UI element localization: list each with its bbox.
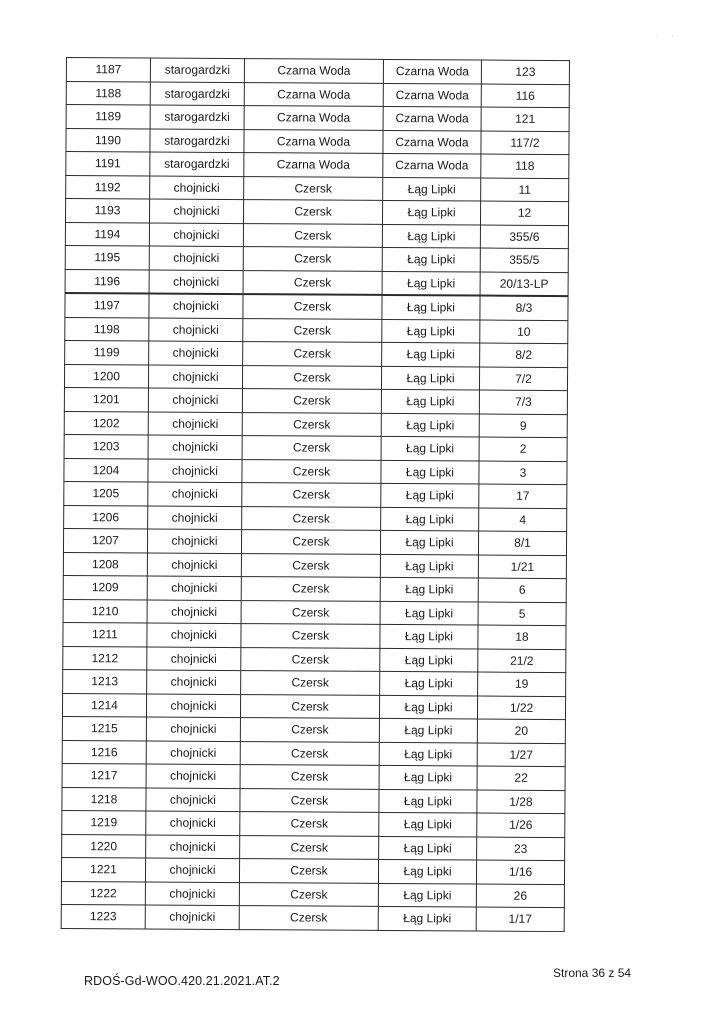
row-number-cell: 1208 <box>63 552 147 576</box>
county-cell: chojnicki <box>148 365 242 389</box>
county-cell: chojnicki <box>147 623 241 647</box>
commune-cell: Czersk <box>239 859 378 883</box>
parcel-cell: 26 <box>476 884 564 908</box>
parcel-cell: 1/27 <box>477 743 565 767</box>
commune-cell: Czarna Woda <box>244 153 383 177</box>
parcel-cell: 8/1 <box>478 531 566 555</box>
row-number-cell: 1194 <box>65 222 149 246</box>
row-number-cell: 1212 <box>63 646 147 670</box>
table-row <box>63 599 566 626</box>
parcel-cell: 1/22 <box>477 696 565 720</box>
table-row <box>62 787 565 814</box>
parcel-cell: 8/3 <box>480 296 568 321</box>
precinct-cell: Łąg Lipki <box>379 718 477 742</box>
county-cell: chojnicki <box>146 717 240 741</box>
parcel-table <box>61 57 570 932</box>
precinct-cell: Łąg Lipki <box>380 577 478 601</box>
row-number-cell: 1187 <box>66 58 150 82</box>
row-number-cell: 1204 <box>64 458 148 482</box>
precinct-cell: Łąg Lipki <box>378 883 476 907</box>
commune-cell: Czersk <box>242 365 381 389</box>
parcel-cell: 21/2 <box>478 649 566 673</box>
parcel-cell: 118 <box>481 154 569 178</box>
parcel-cell: 18 <box>478 625 566 649</box>
county-cell: chojnicki <box>148 435 242 459</box>
table-row <box>65 245 568 272</box>
row-number-cell: 1192 <box>66 175 150 199</box>
commune-cell: Czersk <box>242 389 381 413</box>
county-cell: chojnicki <box>146 764 240 788</box>
row-number-cell: 1193 <box>65 199 149 223</box>
county-cell: chojnicki <box>150 176 244 200</box>
commune-cell: Czersk <box>241 530 380 554</box>
table-row <box>62 740 565 767</box>
parcel-cell: 3 <box>479 461 567 485</box>
precinct-cell: Łąg Lipki <box>381 366 479 390</box>
county-cell: chojnicki <box>146 811 240 835</box>
county-cell: chojnicki <box>149 246 243 270</box>
commune-cell: Czersk <box>240 741 379 765</box>
parcel-cell: 2 <box>479 437 567 461</box>
row-number-cell: 1222 <box>61 881 145 905</box>
table-row <box>62 763 565 790</box>
parcel-cell: 1/21 <box>478 555 566 579</box>
county-cell: chojnicki <box>149 199 243 223</box>
commune-cell: Czersk <box>242 412 381 436</box>
table-row <box>66 58 569 85</box>
precinct-cell: Łąg Lipki <box>381 507 479 531</box>
parcel-cell: 23 <box>477 837 565 861</box>
county-cell: chojnicki <box>149 341 243 365</box>
precinct-cell: Łąg Lipki <box>383 177 481 201</box>
parcel-cell: 20 <box>477 719 565 743</box>
parcel-table-body <box>61 58 569 932</box>
table-row <box>65 222 568 249</box>
county-cell: chojnicki <box>148 506 242 530</box>
table-row <box>64 411 567 438</box>
commune-cell: Czersk <box>241 647 380 671</box>
row-number-cell: 1197 <box>65 293 149 318</box>
table-row <box>63 528 566 555</box>
table-row <box>65 317 568 344</box>
commune-cell: Czersk <box>243 318 382 342</box>
row-number-cell: 1203 <box>64 434 148 458</box>
commune-cell: Czersk <box>243 200 382 224</box>
table-row <box>64 458 567 485</box>
parcel-cell: 1/16 <box>476 860 564 884</box>
county-cell: starogardzki <box>150 82 244 106</box>
county-cell: chojnicki <box>146 835 240 859</box>
commune-cell: Czarna Woda <box>244 106 383 130</box>
parcel-cell: 10 <box>480 320 568 344</box>
parcel-cell: 4 <box>479 508 567 532</box>
table-row <box>66 128 569 155</box>
precinct-cell: Łąg Lipki <box>382 271 480 296</box>
table-row <box>65 293 568 320</box>
table-row <box>61 881 564 908</box>
table-row <box>64 505 567 532</box>
precinct-cell: Łąg Lipki <box>380 601 478 625</box>
table-row <box>61 904 564 931</box>
table-row <box>65 340 568 367</box>
row-number-cell: 1202 <box>64 411 148 435</box>
county-cell: chojnicki <box>147 529 241 553</box>
parcel-cell: 355/5 <box>480 248 568 272</box>
commune-cell: Czersk <box>239 882 378 906</box>
commune-cell: Czersk <box>241 577 380 601</box>
county-cell: chojnicki <box>147 553 241 577</box>
table-row <box>65 269 568 296</box>
row-number-cell: 1219 <box>62 810 146 834</box>
table-row <box>63 669 566 696</box>
row-number-cell: 1207 <box>63 528 147 552</box>
parcel-cell: 20/13-LP <box>480 272 568 297</box>
table-row <box>64 481 567 508</box>
precinct-cell: Łąg Lipki <box>380 554 478 578</box>
precinct-cell: Czarna Woda <box>383 106 481 130</box>
precinct-cell: Łąg Lipki <box>380 648 478 672</box>
commune-cell: Czersk <box>243 270 382 295</box>
commune-cell: Czersk <box>243 247 382 271</box>
commune-cell: Czersk <box>242 483 381 507</box>
parcel-cell: 6 <box>478 578 566 602</box>
row-number-cell: 1198 <box>65 317 149 341</box>
county-cell: chojnicki <box>149 294 243 319</box>
parcel-cell: 7/3 <box>479 390 567 414</box>
row-number-cell: 1210 <box>63 599 147 623</box>
precinct-cell: Łąg Lipki <box>381 436 479 460</box>
parcel-cell: 116 <box>481 84 569 108</box>
precinct-cell: Łąg Lipki <box>378 859 476 883</box>
precinct-cell: Łąg Lipki <box>381 389 479 413</box>
precinct-cell: Łąg Lipki <box>381 413 479 437</box>
parcel-cell: 9 <box>479 414 567 438</box>
commune-cell: Czarna Woda <box>244 59 383 83</box>
parcel-cell: 117/2 <box>481 131 569 155</box>
parcel-cell: 12 <box>480 201 568 225</box>
row-number-cell: 1213 <box>63 669 147 693</box>
table-row <box>63 575 566 602</box>
commune-cell: Czersk <box>243 294 382 319</box>
table-row <box>66 81 569 108</box>
precinct-cell: Czarna Woda <box>383 59 481 83</box>
table-row <box>66 152 569 179</box>
county-cell: chojnicki <box>146 788 240 812</box>
table-row <box>64 387 567 414</box>
table-row <box>64 434 567 461</box>
row-number-cell: 1196 <box>65 269 149 294</box>
commune-cell: Czersk <box>242 436 381 460</box>
precinct-cell: Łąg Lipki <box>381 460 479 484</box>
row-number-cell: 1190 <box>66 128 150 152</box>
commune-cell: Czersk <box>239 906 378 930</box>
commune-cell: Czarna Woda <box>244 129 383 153</box>
parcel-cell: 17 <box>479 484 567 508</box>
table-row <box>62 810 565 837</box>
county-cell: starogardzki <box>150 105 244 129</box>
commune-cell: Czarna Woda <box>244 82 383 106</box>
precinct-cell: Łąg Lipki <box>379 765 477 789</box>
table-row <box>62 716 565 743</box>
parcel-cell: 1/28 <box>477 790 565 814</box>
precinct-cell: Czarna Woda <box>383 83 481 107</box>
row-number-cell: 1216 <box>62 740 146 764</box>
county-cell: chojnicki <box>146 694 240 718</box>
commune-cell: Czersk <box>240 765 379 789</box>
county-cell: chojnicki <box>149 270 243 295</box>
table-row <box>62 693 565 720</box>
commune-cell: Czersk <box>243 223 382 247</box>
row-number-cell: 1206 <box>64 505 148 529</box>
precinct-cell: Czarna Woda <box>383 130 481 154</box>
precinct-cell: Łąg Lipki <box>382 342 480 366</box>
document-reference: RDOŚ-Gd-WOO.420.21.2021.AT.2 <box>84 974 280 988</box>
precinct-cell: Łąg Lipki <box>380 624 478 648</box>
parcel-cell: 355/6 <box>480 225 568 249</box>
precinct-cell: Łąg Lipki <box>379 789 477 813</box>
row-number-cell: 1214 <box>62 693 146 717</box>
row-number-cell: 1205 <box>64 481 148 505</box>
precinct-cell: Łąg Lipki <box>382 247 480 271</box>
county-cell: chojnicki <box>145 858 239 882</box>
commune-cell: Czersk <box>240 812 379 836</box>
precinct-cell: Łąg Lipki <box>379 812 477 836</box>
precinct-cell: Łąg Lipki <box>380 671 478 695</box>
parcel-cell: 123 <box>481 60 569 84</box>
table-row <box>63 552 566 579</box>
commune-cell: Czersk <box>241 600 380 624</box>
county-cell: chojnicki <box>148 412 242 436</box>
row-number-cell: 1209 <box>63 575 147 599</box>
commune-cell: Czersk <box>241 553 380 577</box>
commune-cell: Czersk <box>240 788 379 812</box>
precinct-cell: Łąg Lipki <box>382 295 480 320</box>
commune-cell: Czersk <box>241 624 380 648</box>
county-cell: chojnicki <box>148 388 242 412</box>
parcel-cell: 1/26 <box>477 813 565 837</box>
county-cell: starogardzki <box>150 129 244 153</box>
commune-cell: Czersk <box>242 506 381 530</box>
precinct-cell: Łąg Lipki <box>379 695 477 719</box>
county-cell: chojnicki <box>147 647 241 671</box>
precinct-cell: Czarna Woda <box>383 153 481 177</box>
row-number-cell: 1191 <box>66 152 150 176</box>
county-cell: chojnicki <box>145 882 239 906</box>
county-cell: chojnicki <box>147 600 241 624</box>
table-row <box>63 646 566 673</box>
parcel-cell: 7/2 <box>479 367 567 391</box>
row-number-cell: 1200 <box>64 364 148 388</box>
county-cell: chojnicki <box>147 670 241 694</box>
page-number: Strona 36 z 54 <box>553 966 632 980</box>
county-cell: starogardzki <box>150 58 244 82</box>
commune-cell: Czersk <box>240 718 379 742</box>
precinct-cell: Łąg Lipki <box>378 906 476 930</box>
table-row <box>61 857 564 884</box>
commune-cell: Czersk <box>243 342 382 366</box>
commune-cell: Czersk <box>240 835 379 859</box>
precinct-cell: Łąg Lipki <box>382 319 480 343</box>
commune-cell: Czersk <box>241 671 380 695</box>
table-row <box>66 105 569 132</box>
precinct-cell: Łąg Lipki <box>380 530 478 554</box>
precinct-cell: Łąg Lipki <box>381 483 479 507</box>
precinct-cell: Łąg Lipki <box>382 224 480 248</box>
county-cell: chojnicki <box>149 318 243 342</box>
commune-cell: Czersk <box>242 459 381 483</box>
table-row <box>65 199 568 226</box>
row-number-cell: 1217 <box>62 763 146 787</box>
county-cell: chojnicki <box>148 482 242 506</box>
parcel-cell: 121 <box>481 107 569 131</box>
precinct-cell: Łąg Lipki <box>379 836 477 860</box>
row-number-cell: 1201 <box>64 387 148 411</box>
parcel-cell: 19 <box>478 672 566 696</box>
county-cell: chojnicki <box>145 905 239 929</box>
parcel-cell: 11 <box>481 178 569 202</box>
row-number-cell: 1218 <box>62 787 146 811</box>
row-number-cell: 1221 <box>61 857 145 881</box>
parcel-cell: 22 <box>477 766 565 790</box>
parcel-cell: 5 <box>478 602 566 626</box>
county-cell: starogardzki <box>150 152 244 176</box>
parcel-cell: 1/17 <box>476 907 564 931</box>
county-cell: chojnicki <box>149 223 243 247</box>
row-number-cell: 1220 <box>62 834 146 858</box>
row-number-cell: 1215 <box>62 716 146 740</box>
precinct-cell: Łąg Lipki <box>379 742 477 766</box>
commune-cell: Czersk <box>240 694 379 718</box>
row-number-cell: 1211 <box>63 622 147 646</box>
table-row <box>64 364 567 391</box>
row-number-cell: 1195 <box>65 245 149 269</box>
scan-specks: · · <box>655 33 680 40</box>
county-cell: chojnicki <box>146 741 240 765</box>
table-row <box>63 622 566 649</box>
table-row <box>66 175 569 202</box>
county-cell: chojnicki <box>148 459 242 483</box>
parcel-cell: 8/2 <box>480 343 568 367</box>
precinct-cell: Łąg Lipki <box>382 200 480 224</box>
row-number-cell: 1199 <box>65 340 149 364</box>
row-number-cell: 1223 <box>61 904 145 928</box>
county-cell: chojnicki <box>147 576 241 600</box>
commune-cell: Czersk <box>244 176 383 200</box>
row-number-cell: 1189 <box>66 105 150 129</box>
row-number-cell: 1188 <box>66 81 150 105</box>
table-row <box>62 834 565 861</box>
